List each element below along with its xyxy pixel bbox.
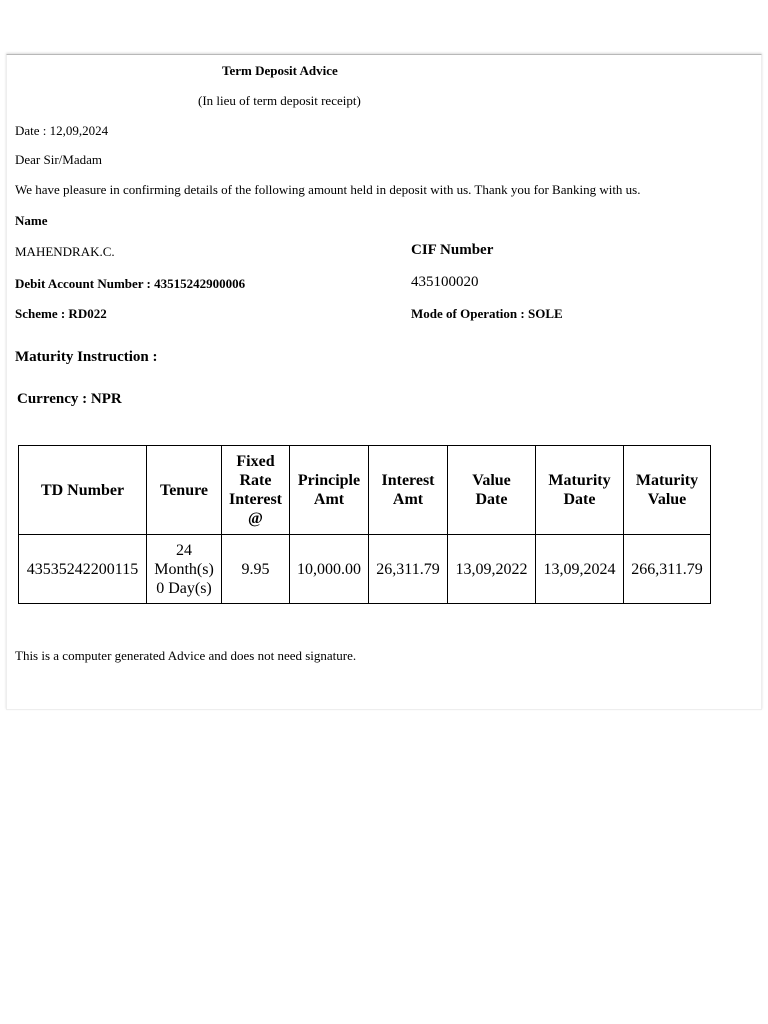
advice-date: Date : 12,09,2024 <box>15 123 109 138</box>
intro-text: We have pleasure in confirming details of the following amount held in deposit with us. Thank you for Banking with us. <box>15 182 641 197</box>
cell-rate: 9.95 <box>222 535 290 604</box>
document-title: Term Deposit Advice <box>222 63 338 78</box>
cif-value: 435100020 <box>411 274 479 290</box>
table-header-row <box>19 446 711 535</box>
table-row <box>19 535 711 604</box>
header-fixed-rate: Fixed Rate Interest @ <box>222 446 290 535</box>
cell-maturity-date: 13,09,2024 <box>536 535 624 604</box>
maturity-instruction: Maturity Instruction : <box>15 349 158 365</box>
scheme: Scheme : RD022 <box>15 306 107 321</box>
cell-maturity-value: 266,311.79 <box>624 535 711 604</box>
header-interest-amt: Interest Amt <box>369 446 448 535</box>
name-label: Name <box>15 213 48 228</box>
document-subtitle: (In lieu of term deposit receipt) <box>198 93 361 108</box>
header-principle-amt: Principle Amt <box>290 446 369 535</box>
mode-of-operation: Mode of Operation : SOLE <box>411 306 563 321</box>
deposit-table <box>18 445 711 604</box>
cell-interest: 26,311.79 <box>369 535 448 604</box>
name-value: MAHENDRAK.C. <box>15 244 115 259</box>
cell-value-date: 13,09,2022 <box>448 535 536 604</box>
cif-label: CIF Number <box>411 242 494 258</box>
debit-account: Debit Account Number : 43515242900006 <box>15 276 246 291</box>
header-maturity-value: Maturity Value <box>624 446 711 535</box>
salutation: Dear Sir/Madam <box>15 152 103 167</box>
currency: Currency : NPR <box>17 391 122 407</box>
header-tenure: Tenure <box>147 446 222 535</box>
header-maturity-date: Maturity Date <box>536 446 624 535</box>
cell-principle: 10,000.00 <box>290 535 369 604</box>
footer-note: This is a computer generated Advice and does not need signature. <box>15 648 357 663</box>
cell-td-number: 43535242200115 <box>19 535 147 604</box>
deposit-advice-document <box>6 54 762 710</box>
cell-tenure: 24 Month(s) 0 Day(s) <box>147 535 222 604</box>
header-td-number: TD Number <box>19 446 147 535</box>
header-value-date: Value Date <box>448 446 536 535</box>
